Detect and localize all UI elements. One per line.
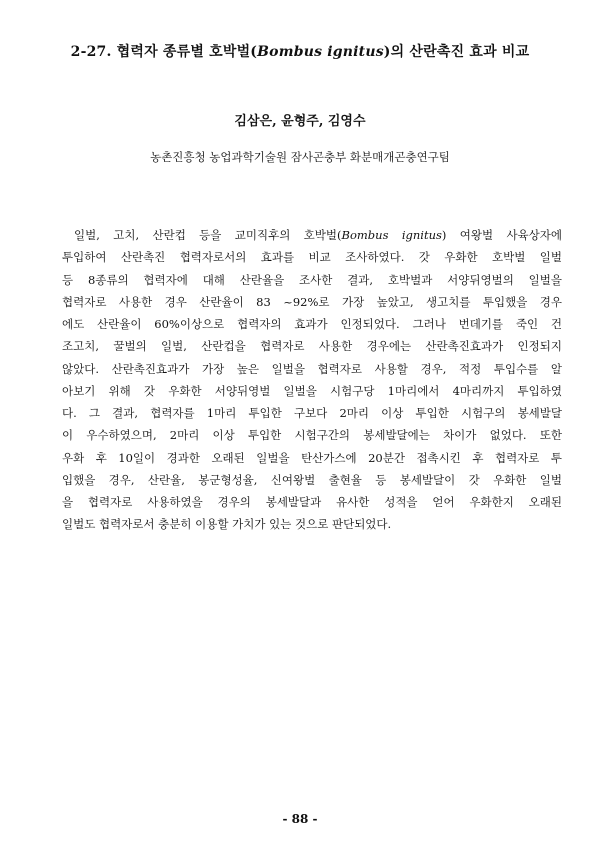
- abstract-line: 이 우수하였으며, 2마리 이상 투입한 시험구간의 봉세발달에는 차이가 없었다. 또한: [62, 428, 562, 443]
- abstract-line1-post: ) 여왕벌 사육상자에: [441, 228, 562, 242]
- abstract-line: 등 8종류의 협력자에 대해 산란율을 조사한 결과, 호박벌과 서양뒤영벌의 일벌을: [62, 272, 562, 287]
- abstract-line: 일벌도 협력자로서 충분히 이용할 가치가 있는 것으로 판단되었다.: [62, 517, 392, 532]
- abstract-line: 입했을 경우, 산란율, 봉군형성율, 신여왕벌 출현율 등 봉세발달이 갓 우화한 일벌: [62, 472, 562, 487]
- abstract-line: 협력자로 사용한 경우 산란율이 83 ~92%로 가장 높았고, 생고치를 투입했을 경우: [62, 294, 562, 309]
- author-list: 김삼은, 윤형주, 김영수: [234, 114, 366, 129]
- abstract-line: 아보기 위해 갓 우화한 서양뒤영벌 일벌을 시험구당 1마리에서 4마리까지 투입하였: [62, 383, 562, 398]
- abstract-line: 우화 후 10일이 경과한 오래된 일벌을 탄산가스에 20분간 접촉시킨 후 협력자로 투: [62, 450, 562, 465]
- abstract-line: 에도 산란율이 60%이상으로 협력자의 효과가 인정되었다. 그러나 번데기를 죽인 건: [62, 317, 562, 331]
- title-suffix: )의 산란촉진 효과 비교: [383, 44, 530, 60]
- abstract-line: 투입하여 산란촉진 협력자로서의 효과를 비교 조사하였다. 갓 우화한 호박벌 일벌: [62, 250, 562, 265]
- abstract-line: 조고치, 꿀벌의 일벌, 산란컵을 협력자로 사용한 경우에는 산란촉진효과가 인정되지: [62, 339, 562, 354]
- title-species-name: Bombus ignitus: [257, 44, 384, 60]
- page-number: - 88 -: [282, 812, 318, 826]
- abstract-line1-pre: 일벌, 고치, 산란컵 등을 교미직후의 호박벌(: [74, 228, 342, 242]
- abstract-species-name: Bombus ignitus: [341, 228, 442, 242]
- abstract-line: 않았다. 산란촉진효과가 가장 높은 일벌을 협력자로 사용할 경우, 적정 투입수를 알: [62, 361, 562, 376]
- abstract-line: [62, 224, 562, 246]
- abstract-line: 을 협력자로 사용하였을 경우의 봉세발달과 유사한 성적을 얻어 우화한지 오래된: [62, 495, 562, 509]
- abstract-body: [62, 224, 562, 536]
- paper-title: [40, 41, 560, 61]
- abstract-line: 다. 그 결과, 협력자를 1마리 투입한 구보다 2마리 이상 투입한 시험구의 봉세발달: [62, 406, 562, 420]
- title-prefix: 2-27. 협력자 종류별 호박벌(: [70, 44, 258, 60]
- affiliation: 농촌진흥청 농업과학기술원 잠사곤충부 화분매개곤충연구팀: [150, 150, 450, 164]
